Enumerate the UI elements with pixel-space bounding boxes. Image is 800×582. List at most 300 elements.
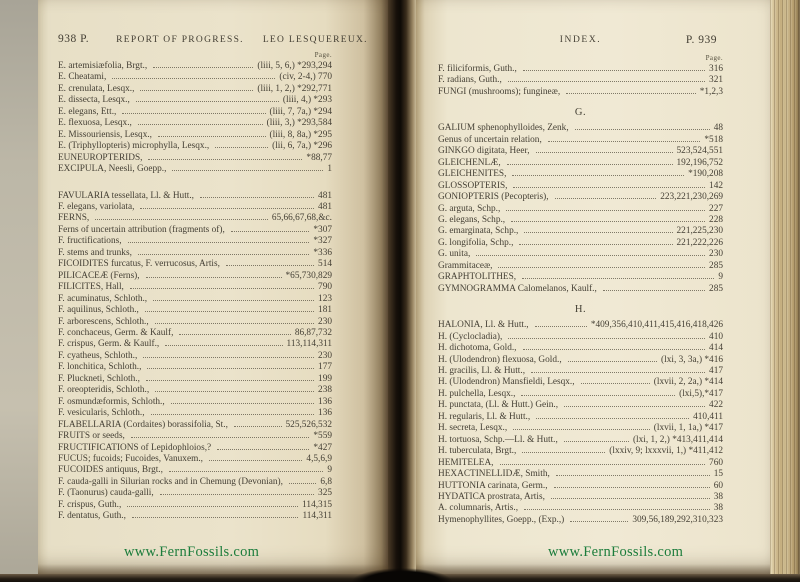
index-entry <box>58 248 332 259</box>
left-page <box>38 0 388 574</box>
entry-name: E. artemisiæfolia, Brgt., <box>58 61 148 71</box>
index-entry <box>438 204 723 215</box>
index-entry <box>438 238 723 249</box>
entry-pages: *1,2,3 <box>699 86 723 97</box>
entry-name: FAVULARIA tessellata, Ll. & Hutt., <box>58 190 195 201</box>
entry-name: FUCOIDES antiquus, Brgt., <box>58 465 163 476</box>
entry-name: FRUCTIFICATIONS of Lepidophloios,? <box>58 442 212 453</box>
entry-name: H. dichotoma, Gold., <box>438 343 517 354</box>
entry-pages: 9 <box>327 465 332 476</box>
entry-name: FICOIDITES furcatus, F. verrucosus, Artis, <box>58 259 220 270</box>
entry-name: A. columnaris, Artis., <box>438 503 519 514</box>
entry-name: H. gracilis, Ll. & Hutt., <box>438 365 526 376</box>
index-section <box>58 61 332 176</box>
dot-leader <box>476 255 705 256</box>
fore-edge-stripes <box>770 0 800 582</box>
entry-name: FILICITES, Hall, <box>58 282 124 293</box>
dot-leader <box>112 78 275 79</box>
entry-name: G. longifolia, Schp., <box>438 237 514 248</box>
left-page-header <box>38 0 388 45</box>
dot-leader <box>138 254 310 255</box>
index-entry <box>58 282 332 293</box>
dot-leader <box>143 357 314 358</box>
entry-name: F. dentatus, Guth., <box>58 511 126 522</box>
dot-leader <box>531 372 705 373</box>
dot-leader <box>128 242 310 243</box>
dot-leader <box>498 267 705 268</box>
entry-name: F. oreopteridis, Schloth., <box>58 385 150 396</box>
entry-pages: 285 <box>709 283 723 294</box>
entry-name: G. arguta, Schp., <box>438 203 501 214</box>
page-column-label: Page. <box>314 51 332 59</box>
dot-leader <box>521 395 675 396</box>
entry-name: FRUITS or seeds, <box>58 431 125 442</box>
entry-pages: 142 <box>709 180 723 191</box>
index-entry <box>58 374 332 385</box>
index-entry <box>438 400 723 411</box>
entry-pages: 790 <box>318 282 332 293</box>
entry-name: HYDATICA prostrata, Artis, <box>438 491 545 502</box>
entry-pages: 309,56,189,292,310,323 <box>632 514 723 525</box>
dot-leader <box>566 93 696 94</box>
entry-name: EUNEUROPTERIDS, <box>58 152 143 163</box>
index-entry <box>58 477 332 488</box>
entry-name: E. Cheatami, <box>58 72 107 83</box>
index-entry <box>58 500 332 511</box>
entry-name: E. dissecta, Lesqx., <box>58 95 130 106</box>
entry-pages: 414 <box>709 343 723 354</box>
dot-leader <box>148 159 302 160</box>
watermark-text: www.FernFossils.com <box>548 544 684 560</box>
index-entry <box>58 511 332 522</box>
entry-pages: 38 <box>713 491 723 502</box>
index-entry <box>438 332 723 343</box>
entry-name: GALIUM sphenophylloides, Zenk, <box>438 123 569 134</box>
entry-name: FUNGI (mushrooms); fungineæ, <box>438 86 561 97</box>
entry-pages: 60 <box>713 480 723 491</box>
index-entry <box>58 95 332 106</box>
left-index-sections <box>58 61 332 523</box>
index-entry <box>438 215 723 226</box>
index-entry <box>438 492 723 503</box>
entry-pages: *88,77 <box>306 152 332 163</box>
index-entry <box>438 481 723 492</box>
dot-leader <box>215 147 268 148</box>
entry-name: Genus of uncertain relation, <box>438 134 542 145</box>
dot-leader <box>519 244 672 245</box>
entry-pages: (civ, 2-4,) 770 <box>279 72 332 83</box>
entry-name: F. elegans, variolata, <box>58 201 135 212</box>
entry-pages: *559 <box>313 431 332 442</box>
dot-leader <box>522 452 605 453</box>
running-title: REPORT OF PROGRESS. <box>116 35 244 45</box>
entry-name: E. flexuosa, Lesqx., <box>58 118 132 129</box>
index-entry <box>58 236 332 247</box>
index-entry <box>58 420 332 431</box>
index-entry <box>438 75 723 86</box>
entry-pages: 9 <box>718 272 723 283</box>
entry-name: G. emarginata, Schp., <box>438 226 519 237</box>
entry-name: FUCUS; fucoids; Fucoides, Vanuxem., <box>58 453 203 464</box>
entry-pages: 285 <box>709 260 723 271</box>
dot-leader <box>132 517 299 518</box>
index-entry <box>438 377 723 388</box>
index-entry <box>438 123 723 134</box>
book-gutter <box>388 0 416 582</box>
entry-name: G. unita, <box>438 249 471 260</box>
dot-leader <box>513 187 705 188</box>
entry-pages: 221,225,230 <box>676 226 723 237</box>
dot-leader <box>536 418 689 419</box>
dot-leader <box>140 90 253 91</box>
dot-leader <box>524 232 672 233</box>
index-entry <box>58 443 332 454</box>
entry-pages: (liii, 4,) *293 <box>282 95 332 106</box>
entry-pages: 525,526,532 <box>285 419 332 430</box>
index-section <box>438 64 723 98</box>
entry-name: H. punctata, (Ll. & Hutt.) Gein., <box>438 400 559 411</box>
page-column-label: Page. <box>705 54 723 62</box>
index-entry <box>438 249 723 260</box>
entry-name: F. fructifications, <box>58 236 122 247</box>
entry-pages: (lii, 6, 7a,) *296 <box>272 141 332 152</box>
entry-pages: *336 <box>313 247 332 258</box>
entry-name: F. Pluckneti, Schloth., <box>58 373 140 384</box>
right-page-content <box>416 54 770 526</box>
entry-name: Hymenophyllites, Goepp., (Exp.,) <box>438 514 565 525</box>
entry-pages: 15 <box>713 469 723 480</box>
dot-leader <box>556 475 710 476</box>
entry-name: F. radians, Guth., <box>438 75 502 86</box>
index-entry <box>58 454 332 465</box>
entry-pages: 228 <box>709 214 723 225</box>
entry-name: F. lonchitica, Schloth., <box>58 362 142 373</box>
entry-pages: (lxvii, 1, 1a,) *417 <box>653 423 723 434</box>
entry-name: E. elegans, Ett., <box>58 106 117 117</box>
dot-leader <box>127 506 298 507</box>
dot-leader <box>136 101 279 102</box>
dot-leader <box>506 210 705 211</box>
entry-pages: 238 <box>318 385 332 396</box>
entry-pages: 417 <box>709 365 723 376</box>
dot-leader <box>155 391 314 392</box>
entry-name: FERNS, <box>58 213 90 224</box>
entry-pages: 230 <box>318 350 332 361</box>
dot-leader <box>131 437 310 438</box>
entry-pages: 4,5,6,9 <box>306 453 332 464</box>
index-entry <box>438 261 723 272</box>
entry-pages: 410 <box>709 331 723 342</box>
entry-name: HALONIA, Ll. & Hutt., <box>438 320 529 331</box>
dot-leader <box>209 460 302 461</box>
index-title: INDEX. <box>559 35 602 45</box>
index-entry <box>438 169 723 180</box>
entry-pages: 123 <box>318 293 332 304</box>
dot-leader <box>523 70 705 71</box>
dot-leader <box>158 136 266 137</box>
entry-pages: 38 <box>713 503 723 514</box>
index-entry <box>438 446 723 457</box>
entry-pages: *190,208 <box>688 169 723 180</box>
index-entry <box>438 146 723 157</box>
entry-pages: 325 <box>318 488 332 499</box>
dot-leader <box>155 323 314 324</box>
index-entry <box>58 61 332 72</box>
entry-pages: (liii, 1, 2,) *292,771 <box>257 83 332 94</box>
index-entry <box>438 423 723 434</box>
entry-name: H. tuberculata, Brgt., <box>438 446 517 457</box>
entry-pages: *518 <box>704 134 723 145</box>
index-entry <box>58 488 332 499</box>
entry-name: HEMITELEA, <box>438 457 494 468</box>
index-section <box>438 123 723 295</box>
entry-pages: (liii, 5, 6,) *293,294 <box>257 61 332 71</box>
index-entry <box>58 294 332 305</box>
dot-leader <box>522 278 714 279</box>
index-entry <box>58 328 332 339</box>
entry-pages: 136 <box>318 396 332 407</box>
dot-leader <box>165 345 282 346</box>
entry-pages: (lxi,5),*417 <box>679 388 723 399</box>
index-entry <box>438 515 723 526</box>
entry-name: E. crenulata, Lesqx., <box>58 83 135 94</box>
index-entry <box>438 64 723 75</box>
entry-name: F. cauda-galli in Silurian rocks and in Chemung (Devonian), <box>58 476 283 487</box>
index-entry <box>438 272 723 283</box>
index-entry <box>58 107 332 118</box>
entry-name: F. stems and trunks, <box>58 247 132 258</box>
index-entry <box>438 320 723 331</box>
entry-pages: 221,222,226 <box>676 237 723 248</box>
index-entry <box>438 226 723 237</box>
entry-name: F. crispus, Guth., <box>58 499 122 510</box>
entry-pages: 321 <box>709 75 723 86</box>
entry-name: H. (Cyclocladia), <box>438 331 503 342</box>
index-entry <box>58 339 332 350</box>
index-entry <box>438 435 723 446</box>
dot-leader <box>146 277 282 278</box>
entry-name: Ferns of uncertain attribution (fragments of), <box>58 224 225 235</box>
entry-pages: 192,196,752 <box>676 157 723 168</box>
dot-leader <box>551 498 710 499</box>
entry-pages: *327 <box>313 236 332 247</box>
index-entry <box>438 192 723 203</box>
entry-pages: (lxxiv, 9; lxxxvii, 1,) *411,412 <box>609 446 723 457</box>
entry-name: E. (Triphyllopteris) microphylla, Lesqx., <box>58 141 210 152</box>
dot-leader <box>535 326 587 327</box>
right-page-header <box>438 35 723 48</box>
dot-leader <box>146 380 314 381</box>
entry-name: HUTTONIA carinata, Germ., <box>438 480 548 491</box>
dot-leader <box>140 208 314 209</box>
index-entry <box>438 284 723 295</box>
entry-name: EXCIPULA, Neesli, Goepp., <box>58 164 167 175</box>
entry-pages: (lxvii, 2, 2a,) *414 <box>653 377 723 388</box>
entry-pages: 230 <box>318 316 332 327</box>
index-entry <box>58 130 332 141</box>
index-entry <box>58 225 332 236</box>
index-entry <box>58 213 332 224</box>
entry-pages: 223,221,230,269 <box>660 192 723 203</box>
entry-name: GYMNOGRAMMA Calomelanos, Kaulf., <box>438 283 597 294</box>
entry-pages: 514 <box>318 259 332 270</box>
entry-pages: 113,114,311 <box>286 339 332 350</box>
dot-leader <box>95 219 268 220</box>
author-name: LEO LESQUEREUX. <box>262 35 368 45</box>
page-fore-edge <box>770 0 800 582</box>
entry-name: F. aquilinus, Schloth., <box>58 305 139 316</box>
entry-name: F. conchaceus, Germ. & Kaulf, <box>58 327 174 338</box>
index-entry <box>58 465 332 476</box>
dot-leader <box>145 311 314 312</box>
entry-name: F. cyatheus, Schloth., <box>58 350 138 361</box>
index-entry <box>438 158 723 169</box>
index-entry <box>438 469 723 480</box>
index-entry <box>438 503 723 514</box>
right-index-sections <box>438 64 723 526</box>
entry-name: F. (Taonurus) cauda-galli, <box>58 488 154 499</box>
entry-pages: 177 <box>318 362 332 373</box>
dot-leader <box>130 288 314 289</box>
dot-leader <box>523 349 706 350</box>
entry-pages: (lxi, 1, 2,) *413,411,414 <box>632 434 723 445</box>
dot-leader <box>536 152 673 153</box>
dot-leader <box>603 290 705 291</box>
entry-pages: *307 <box>313 224 332 235</box>
entry-pages: 410,411 <box>693 411 723 422</box>
index-entry <box>438 135 723 146</box>
index-entry <box>58 259 332 270</box>
index-entry <box>58 141 332 152</box>
dot-leader <box>554 487 710 488</box>
dot-leader <box>160 494 314 495</box>
dot-leader <box>151 414 315 415</box>
dot-leader <box>508 81 705 82</box>
index-entry <box>58 351 332 362</box>
dot-leader <box>234 426 282 427</box>
entry-pages: 6,8 <box>320 476 332 487</box>
dot-leader <box>172 170 323 171</box>
index-entry <box>438 458 723 469</box>
dot-leader <box>568 361 657 362</box>
index-entry <box>58 202 332 213</box>
entry-name: F. vesicularis, Schloth., <box>58 408 145 419</box>
dot-leader <box>122 113 265 114</box>
entry-name: G. elegans, Schp., <box>438 214 506 225</box>
section-heading: H. <box>574 304 587 316</box>
dot-leader <box>564 441 629 442</box>
entry-pages: 114,311 <box>302 511 332 522</box>
index-entry <box>58 408 332 419</box>
dot-leader <box>226 265 314 266</box>
index-entry <box>438 343 723 354</box>
watermark-text: www.FernFossils.com <box>124 544 260 560</box>
index-entry <box>438 355 723 366</box>
dot-leader <box>564 406 705 407</box>
index-entry <box>438 87 723 98</box>
entry-name: F. filiciformis, Guth., <box>438 64 517 74</box>
dot-leader <box>548 141 701 142</box>
entry-pages: 230 <box>709 249 723 260</box>
entry-pages: 422 <box>709 400 723 411</box>
entry-pages: 136 <box>318 408 332 419</box>
dot-leader <box>508 338 705 339</box>
binding-shadow <box>348 564 456 582</box>
dot-leader <box>575 129 710 130</box>
entry-name: H. (Ulodendron) Mansfieldi, Lesqx., <box>438 377 575 388</box>
entry-name: H. tortuosa, Schp.—Ll. & Hutt., <box>438 434 558 445</box>
entry-pages: 114,315 <box>302 499 332 510</box>
scanner-margin <box>0 0 39 582</box>
dot-leader <box>507 164 673 165</box>
entry-name: F. acuminatus, Schloth., <box>58 293 148 304</box>
entry-pages: 760 <box>709 457 723 468</box>
index-entry <box>58 317 332 328</box>
index-entry <box>58 72 332 83</box>
dot-leader <box>511 221 705 222</box>
entry-name: F. crispus, Germ. & Kaulf., <box>58 339 160 350</box>
entry-name: GONIOPTERIS (Pecopteris), <box>438 192 549 203</box>
entry-name: GLOSSOPTERIS, <box>438 180 508 191</box>
index-entry <box>58 362 332 373</box>
entry-pages: 86,87,732 <box>294 327 332 338</box>
dot-leader <box>513 429 650 430</box>
entry-name: FLABELLARIA (Cordaites) borassifolia, St., <box>58 419 228 430</box>
dot-leader <box>555 198 657 199</box>
index-entry <box>58 191 332 202</box>
entry-pages: 199 <box>318 373 332 384</box>
entry-name: GLEICHENITES, <box>438 169 507 180</box>
entry-name: H. pulchella, Lesqx., <box>438 388 516 399</box>
index-entry <box>438 366 723 377</box>
dot-leader <box>217 449 309 450</box>
entry-pages: (lxi, 3, 3a,) *416 <box>661 354 723 365</box>
dot-leader <box>147 368 314 369</box>
dot-leader <box>289 483 316 484</box>
index-entry <box>58 431 332 442</box>
entry-pages: (liii, 3,) *293,584 <box>266 118 332 129</box>
dot-leader <box>153 300 314 301</box>
entry-name: GINKGO digitata, Heer, <box>438 146 530 157</box>
entry-pages: 481 <box>318 190 332 201</box>
right-page-number: P. 939 <box>685 34 717 46</box>
entry-pages: 481 <box>318 201 332 212</box>
entry-pages: 1 <box>327 164 332 175</box>
dot-leader <box>138 124 263 125</box>
entry-pages: *427 <box>313 442 332 453</box>
index-entry <box>438 181 723 192</box>
index-entry <box>58 385 332 396</box>
entry-name: H. regularis, Ll. & Hutt., <box>438 411 531 422</box>
entry-name: F. osmundæformis, Schloth., <box>58 396 165 407</box>
dot-leader <box>231 231 310 232</box>
dot-leader <box>200 197 314 198</box>
entry-name: GRAPHTOLITHES, <box>438 272 517 283</box>
entry-name: E. Missouriensis, Lesqx., <box>58 129 152 140</box>
dot-leader <box>512 175 684 176</box>
index-entry <box>438 389 723 400</box>
entry-name: Grammitaceæ, <box>438 260 493 271</box>
index-entry <box>58 153 332 164</box>
entry-pages: 181 <box>318 305 332 316</box>
entry-pages: 48 <box>713 123 723 134</box>
entry-name: GLEICHENLÆ, <box>438 157 501 168</box>
dot-leader <box>581 383 650 384</box>
entry-pages: 523,524,551 <box>676 146 723 157</box>
index-entry <box>58 164 332 175</box>
entry-name: HEXACTINELLIDÆ, Smith, <box>438 469 550 480</box>
entry-pages: (liii, 8, 8a,) *295 <box>269 129 332 140</box>
